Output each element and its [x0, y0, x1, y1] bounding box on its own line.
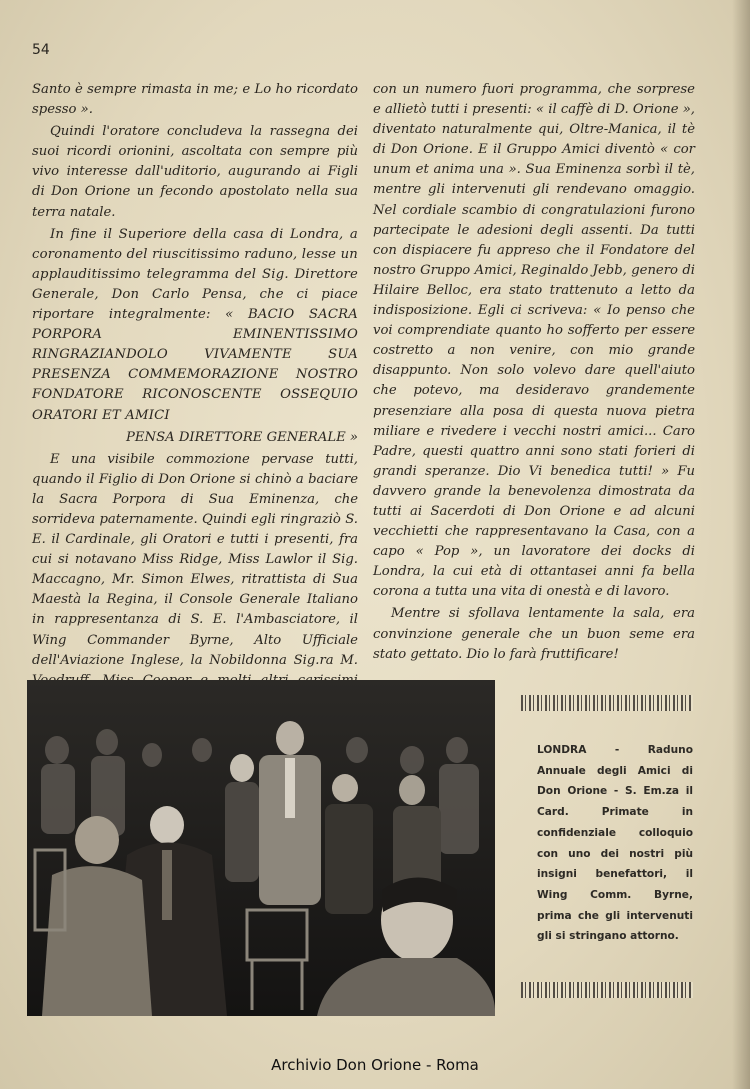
page-edge-shadow — [732, 0, 750, 1089]
left-paragraph-3: In fine il Superiore della casa di Londra, a coronamento del riuscitissimo raduno, lesse un applauditissimo telegramma del Sig. Direttore Generale, Don Carlo Pensa, che ci piace riportare integralmente: « BACIO SACRA PORPORA EMINENTISSIMO RINGRAZIANDOLO VIVAMENTE SUA PRESENZA COMMEMORAZIONE NOSTRO FONDATORE RICONOSCENTE OSSEQUIO ORATORI ET AMICI — [32, 226, 358, 423]
decorative-bar-bottom — [521, 982, 693, 998]
archive-footer: Archivio Don Orione - Roma — [271, 1056, 479, 1074]
left-paragraph-2: Quindi l'oratore concludeva la rassegna dei suoi ricordi orionini, ascoltata con sempre più vivo interesse dall'uditorio, augurando ai Figli di Don Orione un fecondo apostolato nella sua terra natale. — [32, 124, 358, 220]
event-photo — [27, 680, 495, 1016]
left-column — [32, 80, 358, 755]
telegram-signature: PENSA DIRETTORE GENERALE » — [126, 429, 358, 445]
photo-caption: LONDRA - Raduno Annuale degli Amici di Don Orione - S. Em.za il Card. Primate in confidenziale colloquio con uno dei nostri più insigni benefattori, il Wing Comm. Byrne, prima che gli intervenuti gli si stringano attorno. — [537, 744, 693, 943]
decorative-bar-top — [521, 695, 693, 711]
right-paragraph-2: Mentre si sfollava lentamente la sala, era convinzione generale che un buon seme era stato gettato. Dio lo farà fruttificare! — [373, 606, 695, 662]
page-number: 54 — [32, 42, 50, 58]
right-paragraph-1: con un numero fuori programma, che sorprese e allietò tutti i presenti: « il caffè di D. Orione », diventato naturalmente qui, Oltre-Manica, il tè di Don Orione. E il Gruppo Amici diventò « cor unum et anima una ». Sua Eminenza sorbì il tè, mentre gli intervenuti gli rendevano omaggio. Nel cordiale scambio di congratulazioni furono partecipate le adesioni degli assenti. Da tutti con dispiacere fu appreso che il Fondatore del nostro Gruppo Amici, Reginaldo Jebb, genero di Hilaire Belloc, era stato trattenuto a letto da indisposizione. Egli ci scriveva: « Io penso che voi comprendiate quanto ho sofferto per essere costretto a non venire, con mio grande disappunto. Non solo volevo dare quell'aiuto che potevo, ma desideravo grandemente presenziare alla posa di questa nuova pietra miliare e rivedere i vecchi nostri amici... Caro Padre, questi quattro anni sono stati forieri di grandi speranze. Dio Vi benedica tutti! » Fu davvero grande la benevolenza dimostrata da tutti ai Sacerdoti di Don Orione e ad alcuni vecchietti che rappresentavano la Casa, con a capo « Pop », un lavoratore dei docks di Londra, la cui età di ottantasei anni fa bella corona a tutta una vita di onestà e di lavoro. — [373, 82, 695, 600]
photo-illustration — [27, 680, 495, 1016]
right-column — [373, 80, 695, 667]
left-paragraph-1: Santo è sempre rimasta in me; e Lo ho ricordato spesso ». — [32, 82, 358, 118]
left-paragraph-4: E una visibile commozione pervase tutti, quando il Figlio di Don Orione si chinò a baciare la Sacra Porpora di Sua Eminenza, che sorrideva paternamente. Quindi egli ringraziò S. E. il Cardinale, gli Oratori e tutti i presenti, fra cui si notavano Miss Ridge, Miss Lawlor il Sig. Maccagno, Mr. Simon Elwes, ritrattista di Sua Maestà la Regina, il Console Generale Italiano in rappresentanza di S. E. l'Ambasciatore, il Wing Commander Byrne, Alto Ufficiale dell'Aviazione Inglese, la Nobildonna Sig.ra M. — [32, 451, 358, 668]
